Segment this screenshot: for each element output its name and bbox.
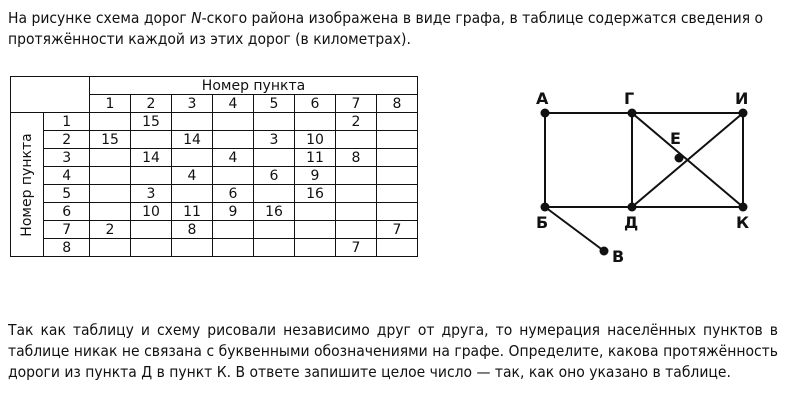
table-cell: 10 [131,203,172,221]
table-cell [295,203,336,221]
table-cell [336,131,377,149]
table-cell [295,221,336,239]
table-cell: 15 [131,113,172,131]
table-cell: 11 [295,149,336,167]
row-number-header: 2 [44,131,90,149]
table-cell [254,185,295,203]
table-cell [213,239,254,257]
table-cell: 11 [172,203,213,221]
table-cell [254,113,295,131]
intro-italic-n: N [191,9,202,27]
table-cell [172,185,213,203]
row-number-header: 5 [44,185,90,203]
table-cell [90,239,131,257]
table-cell: 7 [377,221,418,239]
table-cell [377,239,418,257]
table-cell [172,149,213,167]
table-cell: 14 [131,149,172,167]
intro-text-1: На рисунке схема дорог [8,9,192,27]
column-number-header: 6 [295,95,336,113]
node-g [628,109,637,118]
intro-text-2: -ского района изображена в виде графа, в таблице содержатся сведения о протяжённости каждой из этих дорог (в километрах). [8,9,764,48]
table-cell [90,149,131,167]
table-cell [213,131,254,149]
table-cell [90,203,131,221]
table-cell: 4 [213,149,254,167]
node-b [541,203,550,212]
problem-intro [8,8,780,50]
table-cell [90,167,131,185]
table-row [11,113,418,131]
table-cell [213,167,254,185]
label-k: К [736,213,750,232]
table-cell [172,113,213,131]
table-cell: 8 [172,221,213,239]
table-row [11,239,418,257]
table-cell: 2 [336,113,377,131]
table-cell [336,185,377,203]
table-cell [377,131,418,149]
row-number-header: 3 [44,149,90,167]
column-number-header: 2 [131,95,172,113]
node-v [600,247,609,256]
label-d: Д [624,213,639,232]
table-cell [336,167,377,185]
table-cell: 16 [254,203,295,221]
table-row [11,131,418,149]
table-cell [336,221,377,239]
table-cell: 7 [336,239,377,257]
column-number-header: 8 [377,95,418,113]
table-cell [295,239,336,257]
node-a [541,109,550,118]
table-corner [11,77,90,113]
row-number-header: 8 [44,239,90,257]
table-cell [377,203,418,221]
label-i: И [735,89,749,108]
table-cell [172,239,213,257]
table-cell: 9 [213,203,254,221]
table-cell: 10 [295,131,336,149]
row-group-header-text: Номер пункта [19,132,36,237]
table-cell [131,131,172,149]
table-cell [254,149,295,167]
label-b: Б [536,213,549,232]
column-number-header: 7 [336,95,377,113]
problem-question [8,320,778,383]
table-cell: 3 [131,185,172,203]
table-cell [90,185,131,203]
edge-b-v [545,207,604,251]
table-cell [336,203,377,221]
table-cell: 6 [254,167,295,185]
node-d [628,203,637,212]
column-number-header: 4 [213,95,254,113]
node-k [739,203,748,212]
label-a: А [536,89,549,108]
table-cell [377,167,418,185]
label-v: В [612,247,625,266]
table-cell [254,239,295,257]
table-cell [295,113,336,131]
row-number-header: 6 [44,203,90,221]
node-e [675,154,684,163]
table-cell [213,113,254,131]
table-row [11,185,418,203]
table-cell [90,113,131,131]
table-cell [377,149,418,167]
road-graph [520,82,770,272]
column-number-header: 3 [172,95,213,113]
table-cell [131,167,172,185]
table-cell: 15 [90,131,131,149]
column-group-header: Номер пункта [90,77,418,95]
row-number-header: 1 [44,113,90,131]
table-cell: 14 [172,131,213,149]
table-cell [131,221,172,239]
column-number-header: 5 [254,95,295,113]
question-text: Так как таблицу и схему рисовали независимо друг от друга, то нумерация населённых пунктов в таблице никак не связана с буквенными обозначениями на графе. Определите, какова протяжённость дороги из пункта Д в пункт К. В ответе запишите целое число — так, как оно указано в таблице. [8,321,778,381]
table-cell: 4 [172,167,213,185]
table-cell [254,221,295,239]
table-cell: 3 [254,131,295,149]
table-cell [213,221,254,239]
row-number-header: 4 [44,167,90,185]
row-number-header: 7 [44,221,90,239]
table-row [11,149,418,167]
label-g: Г [624,89,635,108]
table-cell: 9 [295,167,336,185]
table-cell: 8 [336,149,377,167]
node-i [739,109,748,118]
table-cell: 2 [90,221,131,239]
table-cell [377,185,418,203]
distance-table [10,76,418,257]
table-cell [377,113,418,131]
row-group-header [11,113,44,257]
table-row [11,221,418,239]
label-e: Е [670,129,681,148]
table-row [11,203,418,221]
table-cell [131,239,172,257]
table-cell: 6 [213,185,254,203]
table-cell: 16 [295,185,336,203]
table-row [11,167,418,185]
column-number-header: 1 [90,95,131,113]
